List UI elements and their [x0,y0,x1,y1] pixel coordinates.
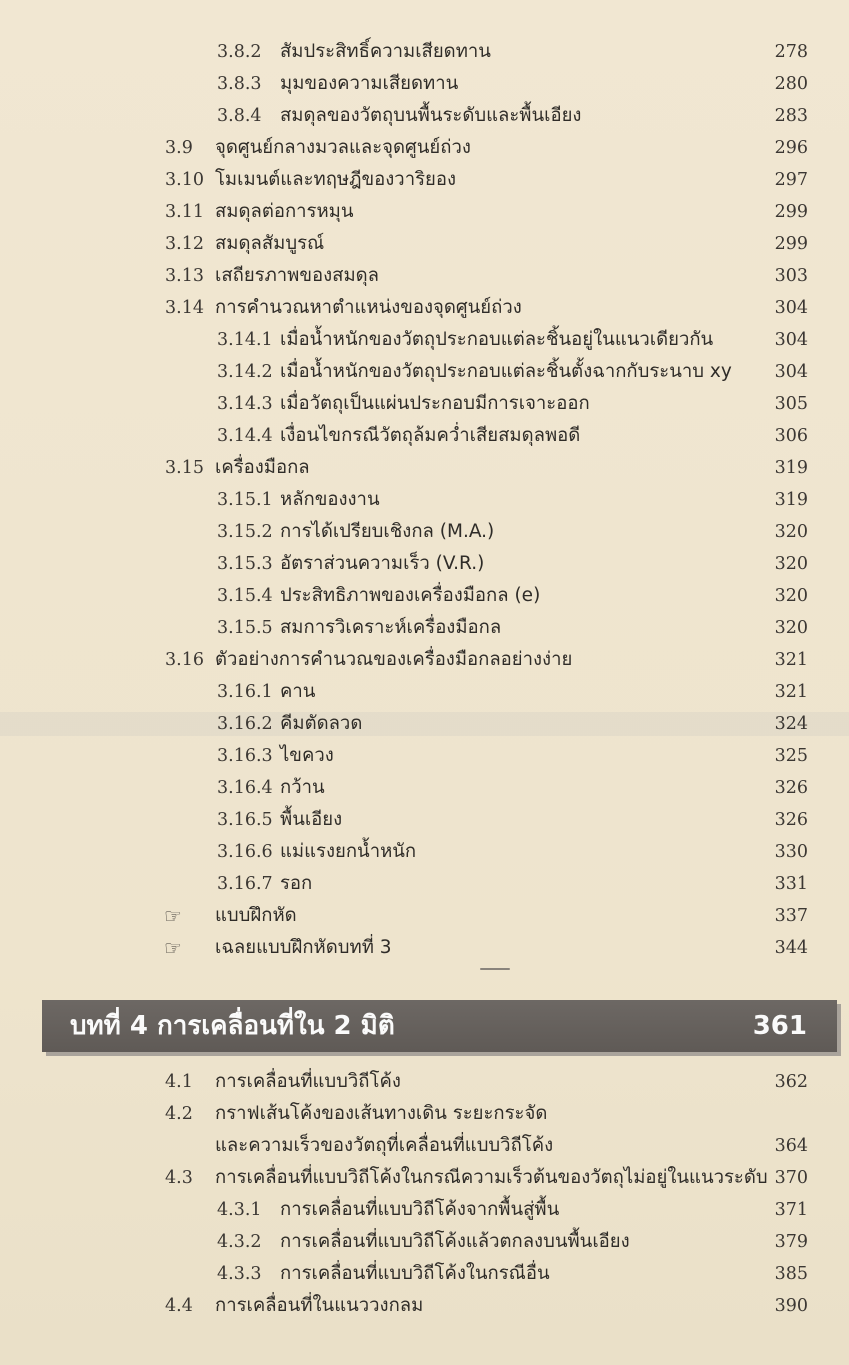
toc-entry-title: กว้าน [280,777,325,798]
toc-entry[interactable] [0,100,808,132]
toc-entry[interactable] [0,644,808,676]
toc-entry[interactable] [0,1066,808,1098]
toc-entry-page: 385 [774,1264,808,1284]
toc-entry-title: กราฟเส้นโค้งของเส้นทางเดิน ระยะกระจัด [215,1103,548,1124]
toc-entry-number: 3.14.4 [217,426,273,446]
chapter-page: 361 [752,1011,807,1041]
toc-entry-page: 303 [774,266,808,286]
exercise-item[interactable] [0,932,808,964]
toc-entry-number: 4.4 [165,1296,193,1316]
toc-entry-page: 320 [774,522,808,542]
toc-entry-number: 3.16.2 [217,714,273,734]
toc-entry-page: 326 [774,778,808,798]
toc-entry-number: 4.3.2 [217,1232,262,1252]
toc-entry[interactable] [0,292,808,324]
toc-entry-number: 3.14.1 [217,330,273,350]
toc-entry-number: 3.15 [165,458,204,478]
toc-entry[interactable] [0,772,808,804]
toc-entry-title: สมการวิเคราะห์เครื่องมือกล [280,617,502,638]
toc-entry-number: 3.16.3 [217,746,273,766]
toc-entry-number: 4.2 [165,1104,193,1124]
toc-entry-number: 3.13 [165,266,204,286]
toc-entry-number: 3.12 [165,234,204,254]
toc-entry[interactable] [0,1258,808,1290]
toc-entry-page: 297 [774,170,808,190]
toc-entry-page: 320 [774,586,808,606]
toc-entry-page: 371 [774,1200,808,1220]
toc-entry-page: 304 [774,298,808,318]
toc-entry-title: การเคลื่อนที่แบบวิถีโค้งในกรณีความเร็วต้นของวัตถุไม่อยู่ในแนวระดับ [215,1167,768,1188]
toc-entry-title: การเคลื่อนที่แบบวิถีโค้งจากพื้นสู่พื้น [280,1199,560,1220]
toc-entry-title: คาน [280,681,316,702]
toc-entry[interactable] [0,356,808,388]
toc-entry-title: จุดศูนย์กลางมวลและจุดศูนย์ถ่วง [215,137,471,158]
toc-entry-page: 321 [774,682,808,702]
toc-entry[interactable] [0,804,808,836]
toc-entry-number: 3.16.1 [217,682,273,702]
toc-entry[interactable] [0,868,808,900]
toc-entry-title: เสถียรภาพของสมดุล [215,265,379,286]
toc-entry[interactable] [0,36,808,68]
toc-entry-number: 3.8.4 [217,106,262,126]
chapter-header[interactable] [42,1000,837,1052]
toc-entry-page: 370 [774,1168,808,1188]
toc-entry-number: 3.16.6 [217,842,273,862]
toc-entry-number: 3.16.4 [217,778,273,798]
toc-entry-page: 362 [774,1072,808,1092]
toc-entry-number: 3.15.2 [217,522,273,542]
toc-entry-title: สมดุลของวัตถุบนพื้นระดับและพื้นเอียง [280,105,582,126]
pointing-hand-icon: ☞ [164,936,182,960]
toc-entry-number: 3.9 [165,138,193,158]
toc-entry[interactable] [0,580,808,612]
toc-entry-number: 3.15.1 [217,490,273,510]
toc-entry-number: 3.14.2 [217,362,273,382]
toc-entry[interactable] [0,420,808,452]
toc-entry-number: 3.14 [165,298,204,318]
toc-entry-number: 3.16.7 [217,874,273,894]
toc-entry-title: ประสิทธิภาพของเครื่องมือกล (e) [280,585,541,606]
toc-entry-title: เฉลยแบบฝึกหัดบทที่ 3 [215,937,392,958]
toc-entry[interactable] [0,676,808,708]
toc-entry-title: อัตราส่วนความเร็ว (V.R.) [280,553,485,574]
toc-entry[interactable] [0,452,808,484]
toc-entry-number: 3.10 [165,170,204,190]
section-divider [480,968,510,970]
toc-entry[interactable] [0,1130,808,1162]
toc-entry-page: 325 [774,746,808,766]
toc-entry-title: เมื่อน้ำหนักของวัตถุประกอบแต่ละชิ้นตั้งฉากกับระนาบ xy [280,361,732,382]
toc-entry-page: 364 [774,1136,808,1156]
toc-entry-page: 319 [774,490,808,510]
toc-entry-title: ไขควง [280,745,334,766]
toc-entry-title: การเคลื่อนที่แบบวิถีโค้งแล้วตกลงบนพื้นเอียง [280,1231,630,1252]
toc-entry-page: 280 [774,74,808,94]
toc-entry-page: 299 [774,234,808,254]
toc-entry-title: รอก [280,873,313,894]
toc-entry[interactable] [0,708,808,740]
toc-entry-title: และความเร็วของวัตถุที่เคลื่อนที่แบบวิถีโค้ง [215,1135,554,1156]
toc-entry-title: มุมของความเสียดทาน [280,73,459,94]
toc-entry[interactable] [0,548,808,580]
chapter-title: บทที่ 4 การเคลื่อนที่ใน 2 มิติ [70,1011,395,1041]
toc-entry-number: 3.15.5 [217,618,273,638]
toc-entry[interactable] [0,516,808,548]
toc-entry[interactable] [0,228,808,260]
toc-entry-title: การเคลื่อนที่แบบวิถีโค้ง [215,1071,401,1092]
toc-entry-page: 337 [774,906,808,926]
toc-entry-title: แบบฝึกหัด [215,905,297,926]
toc-entry-page: 320 [774,618,808,638]
toc-entry[interactable] [0,1098,808,1130]
toc-entry-title: สมดุลต่อการหมุน [215,201,354,222]
toc-entry-page: 326 [774,810,808,830]
toc-entry-title: หลักของงาน [280,489,380,510]
toc-entry-page: 321 [774,650,808,670]
toc-entry-number: 3.11 [165,202,204,222]
pointing-hand-icon: ☞ [164,904,182,928]
toc-entry[interactable] [0,132,808,164]
toc-entry-page: 306 [774,426,808,446]
toc-entry[interactable] [0,484,808,516]
toc-entry-number: 3.15.4 [217,586,273,606]
toc-entry[interactable] [0,740,808,772]
toc-entry-title: คีมตัดลวด [280,713,363,734]
toc-entry[interactable] [0,836,808,868]
toc-entry-title: เมื่อน้ำหนักของวัตถุประกอบแต่ละชิ้นอยู่ในแนวเดียวกัน [280,329,714,350]
toc-entry[interactable] [0,196,808,228]
toc-entry[interactable] [0,324,808,356]
toc-entry-title: พื้นเอียง [280,809,343,830]
toc-entry-number: 4.3 [165,1168,193,1188]
toc-entry-title: การคำนวณหาตำแหน่งของจุดศูนย์ถ่วง [215,297,522,318]
toc-entry[interactable] [0,1226,808,1258]
toc-entry[interactable] [0,1194,808,1226]
toc-entry[interactable] [0,1162,808,1194]
toc-entry-title: ตัวอย่างการคำนวณของเครื่องมือกลอย่างง่าย [215,649,573,670]
toc-entry-page: 278 [774,42,808,62]
toc-entry[interactable] [0,612,808,644]
toc-entry-page: 379 [774,1232,808,1252]
toc-entry-page: 305 [774,394,808,414]
toc-entry-page: 324 [774,714,808,734]
toc-entry-page: 299 [774,202,808,222]
toc-entry-page: 330 [774,842,808,862]
toc-entry-number: 3.8.2 [217,42,262,62]
toc-entry-title: เงื่อนไขกรณีวัตถุล้มคว่ำเสียสมดุลพอดี [280,425,581,446]
toc-entry-number: 4.3.1 [217,1200,262,1220]
toc-entry[interactable] [0,164,808,196]
toc-entry-number: 3.15.3 [217,554,273,574]
toc-entry-number: 4.3.3 [217,1264,262,1284]
toc-entry-page: 319 [774,458,808,478]
toc-entry[interactable] [0,388,808,420]
toc-entry-title: การเคลื่อนที่แบบวิถีโค้งในกรณีอื่น [280,1263,550,1284]
toc-entry-number: 3.8.3 [217,74,262,94]
toc-entry-page: 283 [774,106,808,126]
toc-entry-page: 344 [774,938,808,958]
toc-entry-title: การเคลื่อนที่ในแนววงกลม [215,1295,424,1316]
toc-entry-title: การได้เปรียบเชิงกล (M.A.) [280,521,495,542]
toc-entry[interactable] [0,1290,808,1322]
toc-entry-title: เมื่อวัตถุเป็นแผ่นประกอบมีการเจาะออก [280,393,590,414]
toc-entry-page: 296 [774,138,808,158]
toc-entry-page: 390 [774,1296,808,1316]
toc-entry-page: 304 [774,362,808,382]
toc-entry[interactable] [0,260,808,292]
toc-entry-number: 3.16.5 [217,810,273,830]
toc-entry-number: 3.14.3 [217,394,273,414]
toc-entry-title: เครื่องมือกล [215,457,310,478]
toc-entry-title: โมเมนต์และทฤษฎีของวาริยอง [215,169,457,190]
toc-entry-title: แม่แรงยกน้ำหนัก [280,841,417,862]
toc-entry-page: 304 [774,330,808,350]
toc-entry[interactable] [0,68,808,100]
toc-entry-page: 331 [774,874,808,894]
toc-entry-title: สมดุลสัมบูรณ์ [215,233,325,254]
toc-entry-number: 4.1 [165,1072,193,1092]
toc-entry-page: 320 [774,554,808,574]
toc-entry-number: 3.16 [165,650,204,670]
toc-entry-title: สัมประสิทธิ์ความเสียดทาน [280,41,491,62]
exercise-item[interactable] [0,900,808,932]
